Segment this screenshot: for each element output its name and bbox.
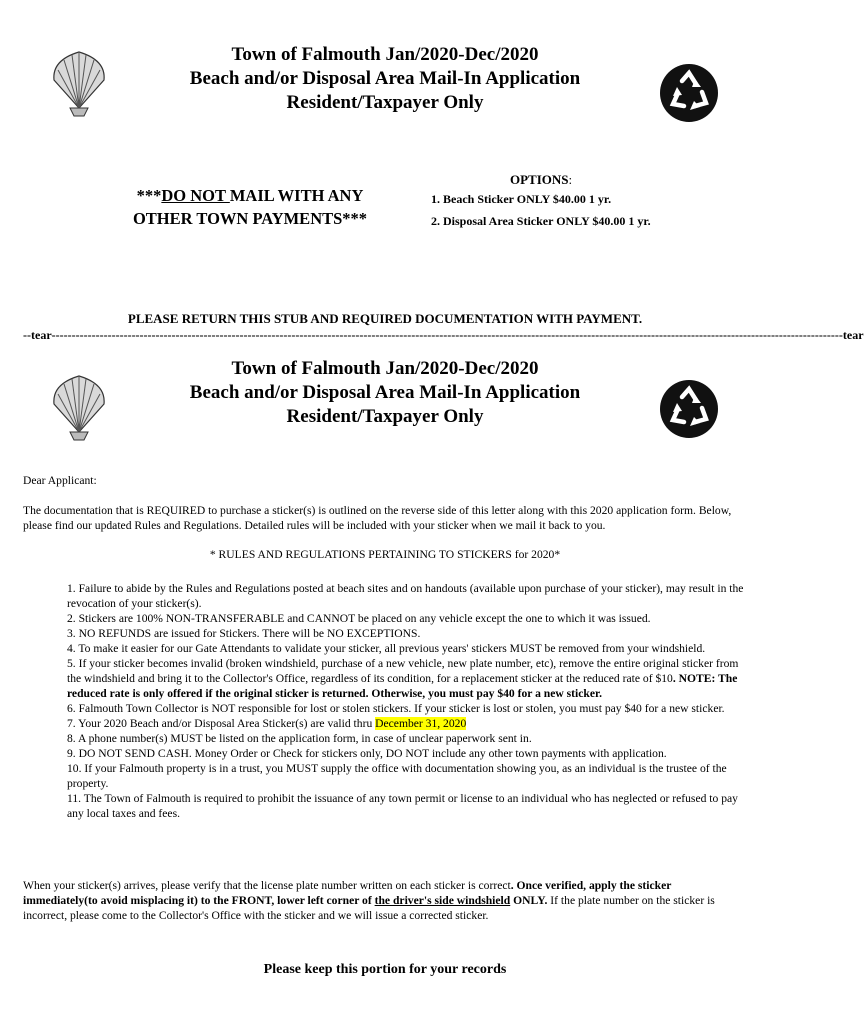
closing-text-d: ONLY.	[510, 894, 548, 907]
rule-2: 2. Stickers are 100% NON-TRANSFERABLE and CANNOT be placed on any vehicle except the one to which it was issued.	[67, 612, 651, 625]
title-line-3: Resident/Taxpayer Only	[286, 92, 484, 113]
do-not-mail-warning	[100, 184, 400, 230]
rule-5-note: . NOTE: The reduced rate is only offered if the original sticker is returned. Otherwise, you must pay $40 for a new sticker.	[67, 672, 738, 700]
tear-label-right: tear	[842, 328, 864, 342]
rules-list	[67, 581, 747, 821]
title-line-3: Resident/Taxpayer Only	[286, 406, 484, 427]
rule-7-text: 7. Your 2020 Beach and/or Disposal Area Sticker(s) are valid thru	[67, 717, 376, 730]
rule-5-text: 5. If your sticker becomes invalid (broken windshield, purchase of a new vehicle, new plate number, etc), remove the entire original sticker from the windshield and bring it to the Collector's Office, regardless of its condition, for a replacement sticker at the reduced rate of $10	[67, 657, 739, 685]
option-disposal-sticker: 2. Disposal Area Sticker ONLY $40.00 1 yr.	[431, 214, 651, 228]
intro-paragraph: The documentation that is REQUIRED to purchase a sticker(s) is outlined on the reverse side of this letter along with this 2020 application form. Below, please find our updated Rules and Regulations. Detailed rules will be included with your sticker when we mail it back to you.	[23, 504, 732, 532]
warning-underlined: DO NOT	[161, 186, 230, 205]
closing-text-a: When your sticker(s) arrives, please verify that the license plate number written on each sticker is correct	[23, 879, 511, 892]
rule-9: 9. DO NOT SEND CASH. Money Order or Check for stickers only, DO NOT include any other town payments with application.	[67, 747, 667, 760]
recycle-icon	[658, 62, 720, 129]
tear-label-left: --tear	[23, 328, 52, 342]
warning-prefix: ***	[136, 186, 162, 205]
recycle-icon	[658, 378, 720, 445]
title-line-1: Town of Falmouth Jan/2020-Dec/2020	[231, 358, 539, 379]
option-beach-sticker: 1. Beach Sticker ONLY $40.00 1 yr.	[431, 192, 612, 206]
rule-4: 4. To make it easier for our Gate Attendants to validate your sticker, all previous years' stickers MUST be removed from your windshield.	[67, 642, 706, 655]
closing-text-c: the driver's side windshield	[374, 894, 511, 907]
rule-5	[67, 656, 747, 701]
tear-dashes: ------------------------------------------------------------------------------------------------------------------------------------------------------------------------------------------------------	[51, 328, 843, 342]
rule-3: 3. NO REFUNDS are issued for Stickers. There will be NO EXCEPTIONS.	[67, 627, 421, 640]
title-line-2: Beach and/or Disposal Area Mail-In Application	[189, 68, 581, 89]
rule-7	[67, 716, 747, 731]
title-line-2: Beach and/or Disposal Area Mail-In Application	[189, 382, 581, 403]
rule-11: 11. The Town of Falmouth is required to prohibit the issuance of any town permit or license to an individual who has neglected or refused to pay any local taxes and fees.	[67, 792, 738, 820]
warning-line1: MAIL WITH ANY	[229, 186, 364, 205]
letter-title	[0, 357, 770, 429]
closing-text-e: If the plate number on the sticker is incorrect, please come to the Collector's Office with the sticker and we will issue a corrected sticker.	[23, 894, 715, 922]
tear-line	[23, 328, 864, 343]
records-footer: Please keep this portion for your records	[263, 962, 507, 977]
title-line-1: Town of Falmouth Jan/2020-Dec/2020	[231, 44, 539, 65]
page-title	[0, 43, 770, 115]
rule-1: 1. Failure to abide by the Rules and Regulations posted at beach sites and on handouts (available upon purchase of your sticker), may result in the revocation of your sticker(s).	[67, 582, 744, 610]
rule-6: 6. Falmouth Town Collector is NOT responsible for lost or stolen stickers. If your sticker is lost or stolen, you must pay $40 for a new sticker.	[67, 702, 725, 715]
salutation: Dear Applicant:	[23, 474, 97, 487]
rule-10: 10. If your Falmouth property is in a trust, you MUST supply the office with documentation showing you, as an individual is the trustee of the property.	[67, 762, 727, 790]
highlighted-date: December 31, 2020	[375, 717, 467, 730]
warning-line2: OTHER TOWN PAYMENTS***	[132, 209, 368, 228]
rules-heading: * RULES AND REGULATIONS PERTAINING TO STICKERS for 2020*	[209, 548, 561, 561]
options-heading: OPTIONS:	[510, 172, 573, 187]
closing-text-b: . Once verified, apply the sticker immediately(to avoid misplacing it) to the FRONT, lower left corner of	[23, 879, 672, 907]
closing-paragraph	[23, 878, 745, 923]
rule-8: 8. A phone number(s) MUST be listed on the application form, in case of unclear paperwork sent in.	[67, 732, 532, 745]
return-stub-note: PLEASE RETURN THIS STUB AND REQUIRED DOCUMENTATION WITH PAYMENT.	[127, 311, 643, 326]
